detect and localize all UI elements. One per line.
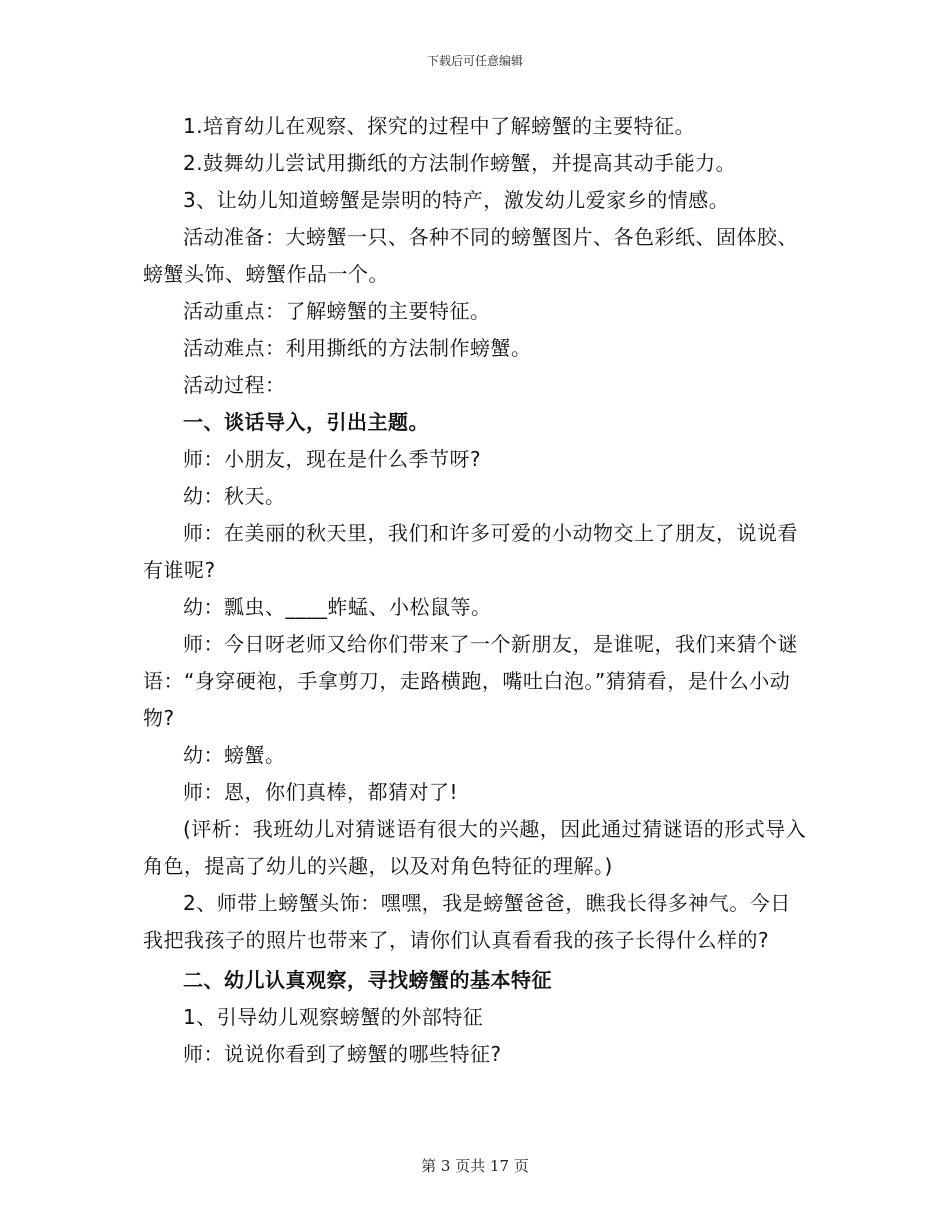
activity-focus: 活动重点：了解螃蟹的主要特征。 [183,299,491,323]
objective-3: 3、让幼儿知道螃蟹是崇明的特产，激发幼儿爱家乡的情感。 [183,188,730,212]
observation-step: 1、引导幼儿观察螃蟹的外部特征 [183,1005,484,1029]
objective-1: 1.培育幼儿在观察、探究的过程中了解螃蟹的主要特征。 [183,114,696,138]
dialogue-line: 幼：秋天。 [183,484,286,508]
section-heading-2: 二、幼儿认真观察，寻找螃蟹的基本特征 [183,968,552,992]
dialogue-line: 师：在美丽的秋天里，我们和许多可爱的小动物交上了朋友，说说看有谁呢? [143,521,798,582]
objective-2: 2.鼓舞幼儿尝试用撕纸的方法制作螃蟹，并提高其动手能力。 [183,151,737,175]
activity-difficulty: 活动难点：利用撕纸的方法制作螃蟹。 [183,336,532,360]
page-number-footer: 第 3 页共 17 页 [421,1157,529,1175]
dialogue-line: 师：小朋友，现在是什么季节呀? [183,447,482,471]
dialogue-line: 师：说说你看到了螃蟹的哪些特征? [183,1042,502,1066]
dialogue-line: 幼：螃蟹。 [183,743,286,767]
section-heading-1: 一、谈话导入，引出主题。 [183,410,429,434]
activity-process-label: 活动过程： [183,373,286,397]
commentary: (评析：我班幼儿对猜谜语有很大的兴趣，因此通过猜谜语的形式导入角色，提高了幼儿的兴趣，以及对角色特征的理解。) [143,817,807,878]
dialogue-line: 师：恩，你们真棒，都猜对了! [183,780,459,804]
activity-preparation: 活动准备：大螃蟹一只、各种不同的螃蟹图片、各色彩纸、固体胶、螃蟹头饰、螃蟹作品一个。 [143,225,798,286]
document-body [143,108,811,1073]
dialogue-line: 幼：瓢虫、____蚱蜢、小松鼠等。 [183,595,492,619]
dialogue-line: 师：今日呀老师又给你们带来了一个新朋友，是谁呢，我们来猜个谜语：“身穿硬袍，手拿剪刀，走路横跑，嘴吐白泡。”猜猜看，是什么小动物? [143,632,798,730]
page-header: 下载后可任意编辑 [426,54,523,68]
teacher-headdress-step: 2、师带上螃蟹头饰：嘿嘿，我是螃蟹爸爸，瞧我长得多神气。今日我把我孩子的照片也带来了，请你们认真看看我的孩子长得什么样的? [143,891,791,952]
